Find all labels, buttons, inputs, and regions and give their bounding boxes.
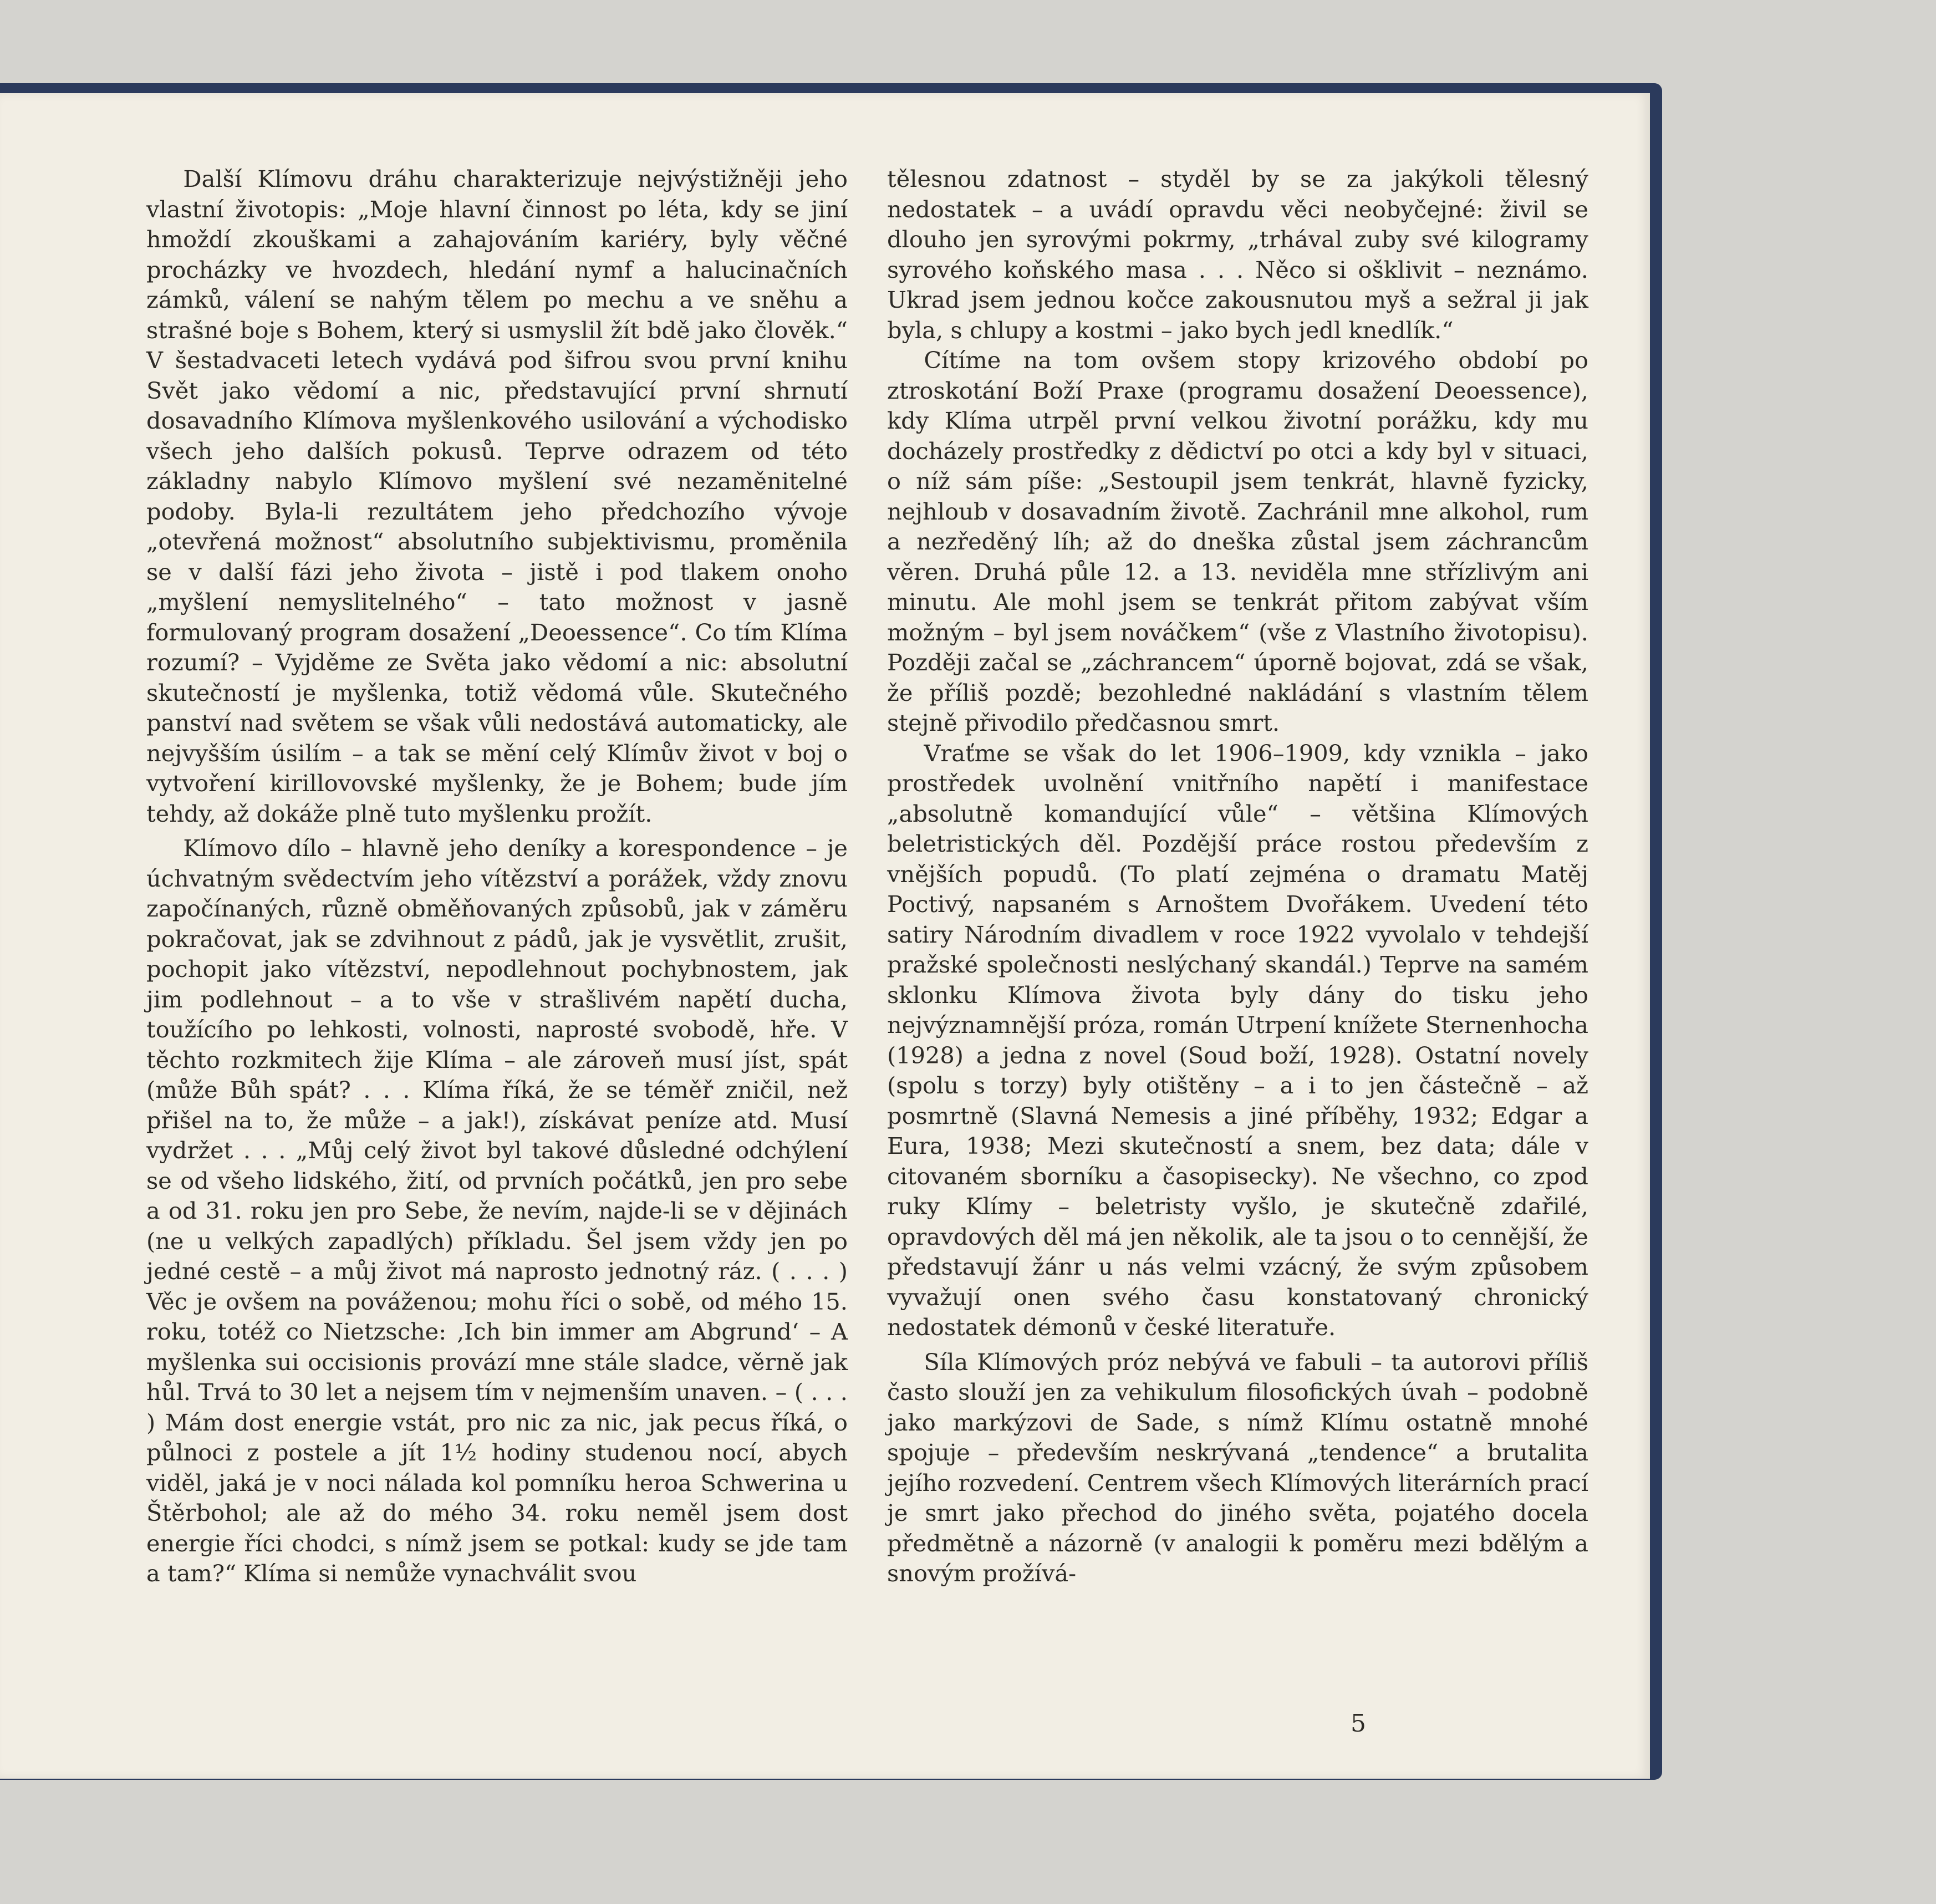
page-number: 5 [1351, 1709, 1366, 1738]
left-text-column [146, 164, 848, 1589]
book-page [0, 93, 1650, 1779]
paragraph: Cítíme na tom ovšem stopy krizového období po ztroskotání Boží Praxe (programu dosažení Deoessence), kdy Klíma utrpěl první velkou životní porážku, kdy mu docházely prostředky z dědictví po otci a kdy byl v situaci, o níž sám píše: „Sestoupil jsem tenkrát, hlavně fyzicky, nejhloub v dosavadním životě. Zachránil mne alkohol, rum a nezředěný líh; až do dneška zůstal jsem záchrancům věren. Druhá půle 12. a 13. neviděla mne střízlivým ani minutu. Ale mohl jsem se tenkrát přitom zabývat vším možným – byl jsem nováčkem“ (vše z Vlastního životopisu). Později začal se „záchrancem“ úporně bojovat, zdá se však, že příliš pozdě; bezohledné nakládání s vlastním tělem stejně přivodilo předčasnou smrt. [887, 347, 1588, 736]
paragraph: Síla Klímových próz nebývá ve fabuli – ta autorovi příliš často slouží jen za vehikulum filosofických úvah – podobně jako markýzovi de Sade, s nímž Klímu ostatně mnohé spojuje – především neskrývaná „tendence“ a brutalita jejího rozvedení. Centrem všech Klímových literárních prací je smrt jako přechod do jiného světa, pojatého docela předmětně a názorně (v analogii k poměru mezi bdělým a snovým prožívá- [887, 1348, 1588, 1587]
right-text-column [887, 164, 1588, 1589]
paragraph: Další Klímovu dráhu charakterizuje nejvýstižněji jeho vlastní životopis: „Moje hlavní činnost po léta, kdy se jiní hmoždí zkouškami a zahajováním kariéry, byly věčné procházky ve hvozdech, hledání nymf a halucinačních zámků, válení se nahým tělem po mechu a ve sněhu a strašné boje s Bohem, který si usmyslil žít bdě jako člověk.“ V šestadvaceti letech vydává pod šifrou svou první knihu Svět jako vědomí a nic, představující první shrnutí dosavadního Klímova myšlenkového usilování a východisko všech jeho dalších pokusů. Teprve odrazem od této základny nabylo Klímovo myšlení své nezaměnitelné podoby. Byla-li rezultátem jeho předchozího vývoje „otevřená možnost“ absolutního subjektivismu, proměnila se v další fázi jeho života – jistě i pod tlakem onoho „myšlení nemyslitelného“ – tato možnost v jasně formulovaný program dosažení „Deoessence“. Co tím Klíma rozumí? – Vyjděme ze Světa jako vědomí a nic: absolutní skutečností je myšlenka, totiž vědomá vůle. Skutečného panství nad světem se však vůli nedostává automaticky, ale nejvyšším úsilím – a tak se mění celý Klímův život v boj o vytvoření kirillovovské myšlenky, že je Bohem; bude jím tehdy, až dokáže plně tuto myšlenku prožít. [146, 165, 848, 827]
paragraph: tělesnou zdatnost – styděl by se za jakýkoli tělesný nedostatek – a uvádí opravdu věci neobyčejné: živil se dlouho jen syrovými pokrmy, „trhával zuby své kilogramy syrového koňského masa . . . Něco si ošklivit – neznámo. Ukrad jsem jednou kočce zakousnutou myš a sežral ji jak byla, s chlupy a kostmi – jako bych jedl knedlík.“ [887, 165, 1588, 344]
paragraph: Klímovo dílo – hlavně jeho deníky a korespondence – je úchvatným svědectvím jeho vítězství a porážek, vždy znovu započínaných, různě obměňovaných způsobů, jak v záměru pokračovat, jak se zdvihnout z pádů, jak je vysvětlit, zrušit, pochopit jako vítězství, nepodlehnout pochybnostem, jak jim podlehnout – a to vše v strašlivém napětí ducha, toužícího po lehkosti, volnosti, naprosté svobodě, hře. V těchto rozkmitech žije Klíma – ale zároveň musí jíst, spát (může Bůh spát? . . . Klíma říká, že se téměř zničil, než přišel na to, že může – a jak!), získávat peníze atd. Musí vydržet . . . „Můj celý život byl takové důsledné odchýlení se od všeho lidského, žití, od prvních počátků, jen pro sebe a od 31. roku jen pro Sebe, že nevím, najde-li se v dějinách (ne u velkých zapadlých) příkladu. Šel jsem vždy jen po jedné cestě – a můj život má naprosto jednotný ráz. ( . . . ) Věc je ovšem na pováženou; mohu říci o sobě, od mého 15. roku, totéž co Nietzsche: ‚Ich bin immer am Abgrund‘ – A myšlenka sui occisionis provází mne stále sladce, věrně jak hůl. Trvá to 30 let a nejsem tím v nejmenším unaven. – ( . . . ) Mám dost energie vstát, pro nic za nic, jak pecus říká, o půlnoci z postele a jít 1½ hodiny studenou nocí, abych viděl, jaká je v noci nálada kol pomníku heroa Schwerina u Štěrbohol; ale až do mého 34. roku neměl jsem dost energie říci chodci, s nímž jsem se potkal: kudy se jde tam a tam?“ Klíma si nemůže vynachválit svou [146, 834, 848, 1587]
paragraph: Vraťme se však do let 1906–1909, kdy vznikla – jako prostředek uvolnění vnitřního napětí i manifestace „absolutně komandující vůle“ – většina Klímových beletristických děl. Pozdější práce rostou především z vnějších popudů. (To platí zejména o dramatu Matěj Poctivý, napsaném s Arnoštem Dvořákem. Uvedení této satiry Národním divadlem v roce 1922 vyvolalo v tehdejší pražské společnosti neslýchaný skandál.) Teprve na samém sklonku Klímova života byly dány do tisku jeho nejvýznamnější próza, román Utrpení knížete Sternenhocha (1928) a jedna z novel (Soud boží, 1928). Ostatní novely (spolu s torzy) byly otištěny – a i to jen částečně – až posmrtně (Slavná Nemesis a jiné příběhy, 1932; Edgar a Eura, 1938; Mezi skutečností a snem, bez data; dále v citovaném sborníku a časopisecky). Ne všechno, co zpod ruky Klímy – beletristy vyšlo, je skutečně zdařilé, opravdových děl má jen několik, ale ta jsou o to cennější, že představují žánr u nás velmi vzácný, že svým způsobem vyvažují onen svého času konstatovaný chronický nedostatek démonů v české literatuře. [887, 739, 1588, 1341]
